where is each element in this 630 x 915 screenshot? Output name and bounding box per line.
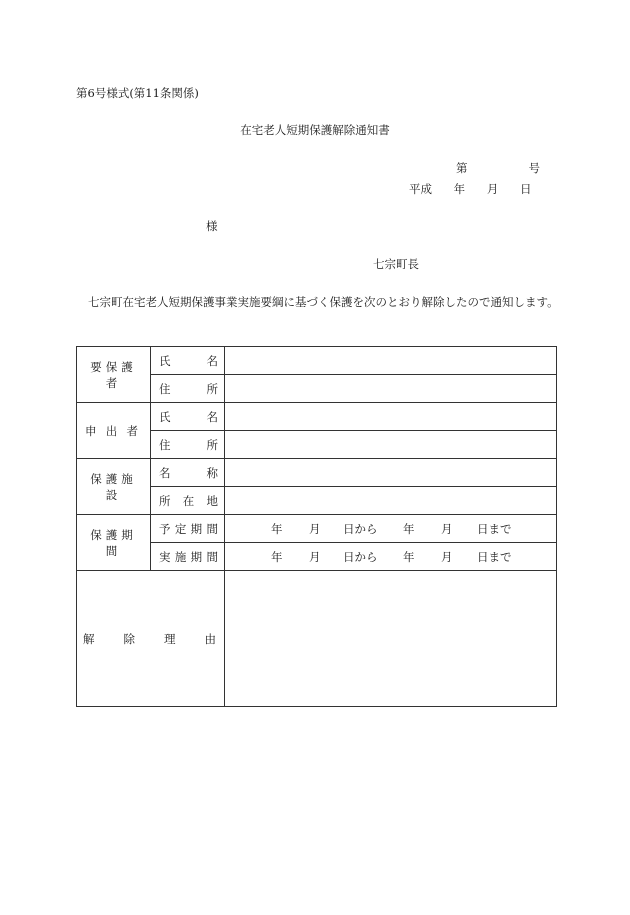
recipient-suffix: 様 [206, 219, 218, 233]
actual-period-label: 実 施 期 間 [151, 543, 225, 571]
protected-person-name-field[interactable] [225, 347, 557, 375]
date-month: 月 [486, 182, 499, 196]
planned-period-field[interactable]: 年 月 日から 年 月 日まで [225, 515, 557, 543]
reason-label: 解 除 理 由 [77, 571, 225, 707]
facility-location-label: 所 在 地 [151, 487, 225, 515]
date-day: 日 [519, 182, 532, 196]
issuer-name: 七宗町長 [373, 257, 419, 271]
notification-form-table [76, 346, 557, 707]
applicant-name-field[interactable] [225, 403, 557, 431]
applicant-address-label: 住 所 [151, 431, 225, 459]
date-year: 年 [453, 182, 466, 196]
period-label: 保護期間 [77, 515, 151, 571]
form-number: 第6号様式(第11条関係) [76, 86, 199, 100]
reason-field[interactable] [225, 571, 557, 707]
document-title: 在宅老人短期保護解除通知書 [240, 123, 390, 137]
facility-label: 保護施設 [77, 459, 151, 515]
protected-person-address-field[interactable] [225, 375, 557, 403]
applicant-name-label: 氏 名 [151, 403, 225, 431]
body-text: 七宗町在宅老人短期保護事業実施要綱に基づく保護を次のとおり解除したので通知します。 [88, 295, 559, 309]
date-era: 平成 [409, 182, 432, 196]
date-line [409, 181, 531, 197]
protected-person-name-label: 氏 名 [151, 347, 225, 375]
planned-period-label: 予 定 期 間 [151, 515, 225, 543]
number-prefix: 第 [456, 161, 468, 175]
facility-name-field[interactable] [225, 459, 557, 487]
document-number-line [456, 160, 540, 176]
applicant-address-field[interactable] [225, 431, 557, 459]
facility-location-field[interactable] [225, 487, 557, 515]
number-suffix: 号 [528, 161, 540, 175]
actual-period-field[interactable]: 年 月 日から 年 月 日まで [225, 543, 557, 571]
facility-name-label: 名 称 [151, 459, 225, 487]
applicant-label: 申 出 者 [77, 403, 151, 459]
protected-person-label: 要保護者 [77, 347, 151, 403]
protected-person-address-label: 住 所 [151, 375, 225, 403]
